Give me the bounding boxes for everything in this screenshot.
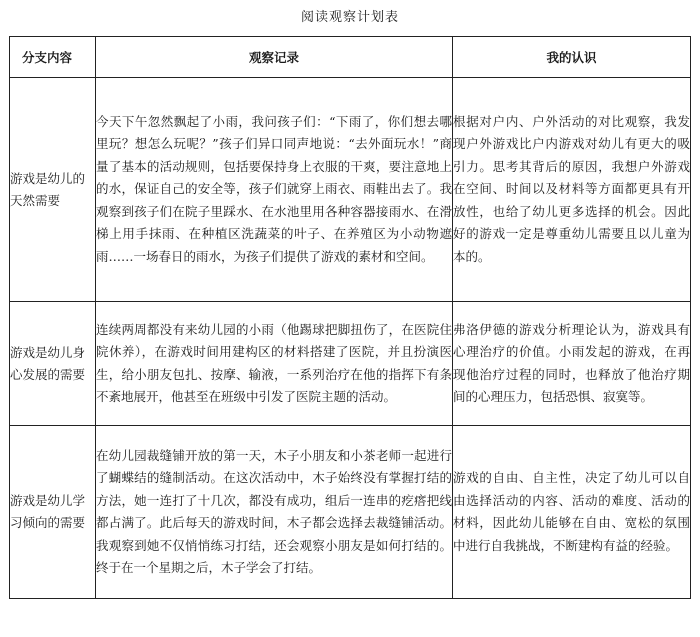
record-text: 在幼儿园裁缝铺开放的第一天，木子小朋友和小茶老师一起进行了蝴蝶结的缝制活动。在这次活动中，木子始终没有掌握打结的方法，她一连打了十几次，都没有成功，组后一连串的疙瘩把线都占满了。此后每天的游戏时间，木子都会选择去裁缝铺活动。我观察到她不仅悄悄练习打结，还会观察小朋友是如何打结的。终于在一个星期之后，木子学会了打结。	[96, 447, 452, 575]
row-record	[96, 426, 453, 599]
row-category: 游戏是幼儿的天然需要	[10, 78, 96, 302]
header-category: 分支内容	[10, 37, 96, 78]
table-row	[10, 302, 691, 426]
record-text: 连续两周都没有来幼儿园的小雨（他踢球把脚扭伤了，在医院住院休养），在游戏时间用建构区的材料搭建了医院，并且扮演医生，给小朋友包扎、按摩、输液，一系列治疗在他的指挥下有条不紊地展开，他甚至在班级中引发了医院主题的活动。	[96, 321, 452, 404]
row-insight	[453, 426, 691, 599]
insight-text: 弗洛伊德的游戏分析理论认为，游戏具有心理治疗的价值。小雨发起的游戏，在再现他治疗过程的同时，也释放了他治疗期间的心理压力，包括恐惧、寂寞等。	[453, 321, 690, 404]
document-title: 阅读观察计划表	[300, 10, 399, 25]
observation-table	[9, 36, 691, 599]
row-insight	[453, 78, 691, 302]
table-header-row	[10, 37, 691, 78]
record-text: 今天下午忽然飘起了小雨，我问孩子们：“下雨了，你们想去哪里玩？想怎么玩呢？”孩子们异口同声地说：“去外面玩水！”商量了基本的活动规则，包括要保持身上衣服的干爽，要注意地上的水，保证自己的安全等，孩子们就穿上雨衣、雨鞋出去了。我观察到孩子们在院子里踩水、在水池里用各种容器接雨水、在滑梯上用手抹雨、在种植区洗蔬菜的叶子、在养殖区为小动物遮雨……一场春日的雨水，为孩子们提供了游戏的素材和空间。	[96, 113, 452, 264]
row-record	[96, 78, 453, 302]
insight-text: 游戏的自由、自主性，决定了幼儿可以自由选择活动的内容、活动的难度、活动的材料，因此幼儿能够在自由、宽松的氛围中进行自我挑战，不断建构有益的经验。	[453, 470, 690, 553]
row-insight	[453, 302, 691, 426]
table-row	[10, 426, 691, 599]
row-category: 游戏是幼儿学习倾向的需要	[10, 426, 96, 599]
table-row	[10, 78, 691, 302]
row-record	[96, 302, 453, 426]
header-insight: 我的认识	[453, 37, 691, 78]
header-record: 观察记录	[96, 37, 453, 78]
insight-text: 根据对户内、户外活动的对比观察，我发现户外游戏比户内游戏对幼儿有更大的吸引力。思考其背后的原因，我想户外游戏在空间、时间以及材料等方面都更具有开放性，也给了幼儿更多选择的机会。因此好的游戏一定是尊重幼儿需要且以儿童为本的。	[453, 113, 690, 264]
row-category: 游戏是幼儿身心发展的需要	[10, 302, 96, 426]
